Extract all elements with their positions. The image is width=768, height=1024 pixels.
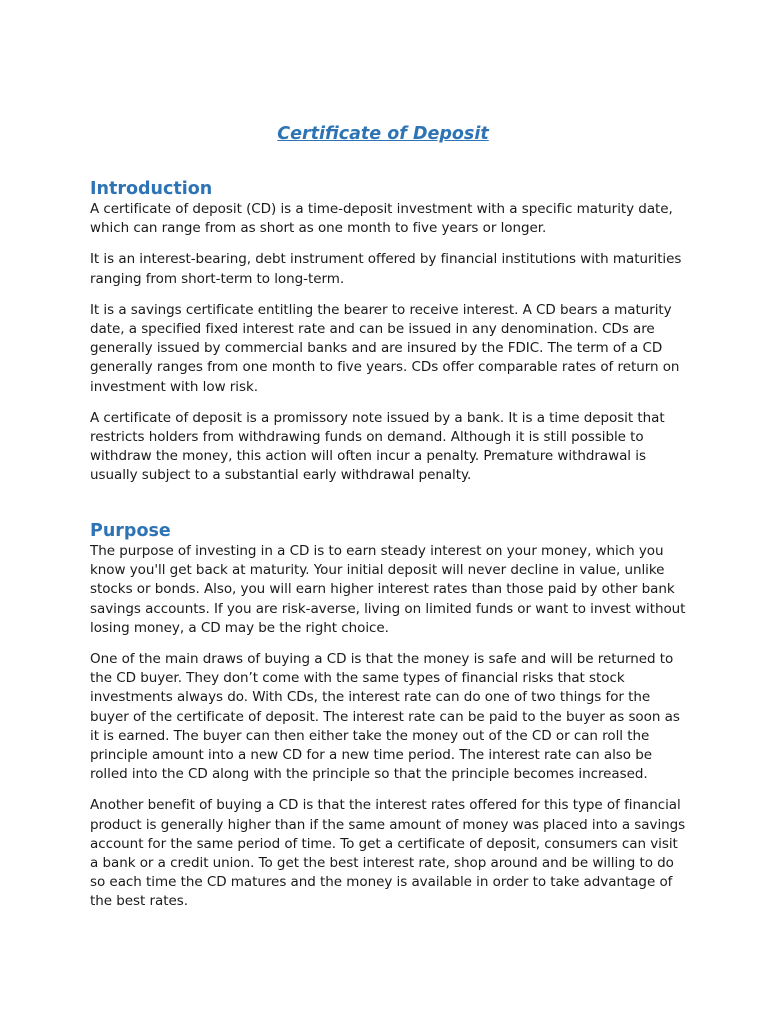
- document-title: Certificate of Deposit: [277, 124, 489, 144]
- introduction-paragraph: It is a savings certificate entitling the bearer to receive interest. A CD bears a maturity date, a specified fixed interest rate and can be issued in any denomination. CDs are generally issued by commercial banks and are insured by the FDIC. The term of a CD generally ranges from one month to five years. CDs offer comparable rates of return on investment with low risk.: [90, 301, 680, 395]
- purpose-section: [90, 520, 690, 924]
- introduction-section: [90, 178, 690, 498]
- purpose-paragraph: The purpose of investing in a CD is to earn steady interest on your money, which you know you'll get back at maturity. Your initial deposit will never decline in value, unlike stocks or bonds. Also, you will earn higher interest rates than those paid by other bank savings accounts. If you are risk-averse, living on limited funds or want to invest without losing money, a CD may be the right choice.: [90, 543, 686, 636]
- introduction-paragraph: It is an interest-bearing, debt instrument offered by financial institutions with maturities ranging from short-term to long-term.: [90, 251, 682, 287]
- introduction-paragraph: A certificate of deposit (CD) is a time-deposit investment with a specific maturity date, which can range from as short as one month to five years or longer.: [90, 201, 673, 237]
- purpose-paragraph: Another benefit of buying a CD is that the interest rates offered for this type of financial product is generally higher than if the same amount of money was placed into a savings account for the same period of time. To get a certificate of deposit, consumers can visit a bank or a credit union. To get the best interest rate, shop around and be willing to do so each time the CD matures and the money is available in order to take advantage of the best rates.: [90, 797, 686, 910]
- purpose-heading: Purpose: [90, 521, 171, 541]
- introduction-paragraph: A certificate of deposit is a promissory note issued by a bank. It is a time deposit that restricts holders from withdrawing funds on demand. Although it is still possible to withdraw the money, this action will often incur a penalty. Premature withdrawal is usually subject to a substantial early withdrawal penalty.: [90, 409, 665, 484]
- introduction-heading: Introduction: [90, 179, 213, 199]
- purpose-paragraph: One of the main draws of buying a CD is that the money is safe and will be returned to the CD buyer. They don’t come with the same types of financial risks that stock investments always do. With CDs, the interest rate can do one of two things for the buyer of the certificate of deposit. The interest rate can be paid to the buyer as soon as it is earned. The buyer can then either take the money out of the CD or can roll the principle amount into a new CD for a new time period. The interest rate can also be rolled into the CD along with the principle so that the principle becomes increased.: [90, 651, 680, 783]
